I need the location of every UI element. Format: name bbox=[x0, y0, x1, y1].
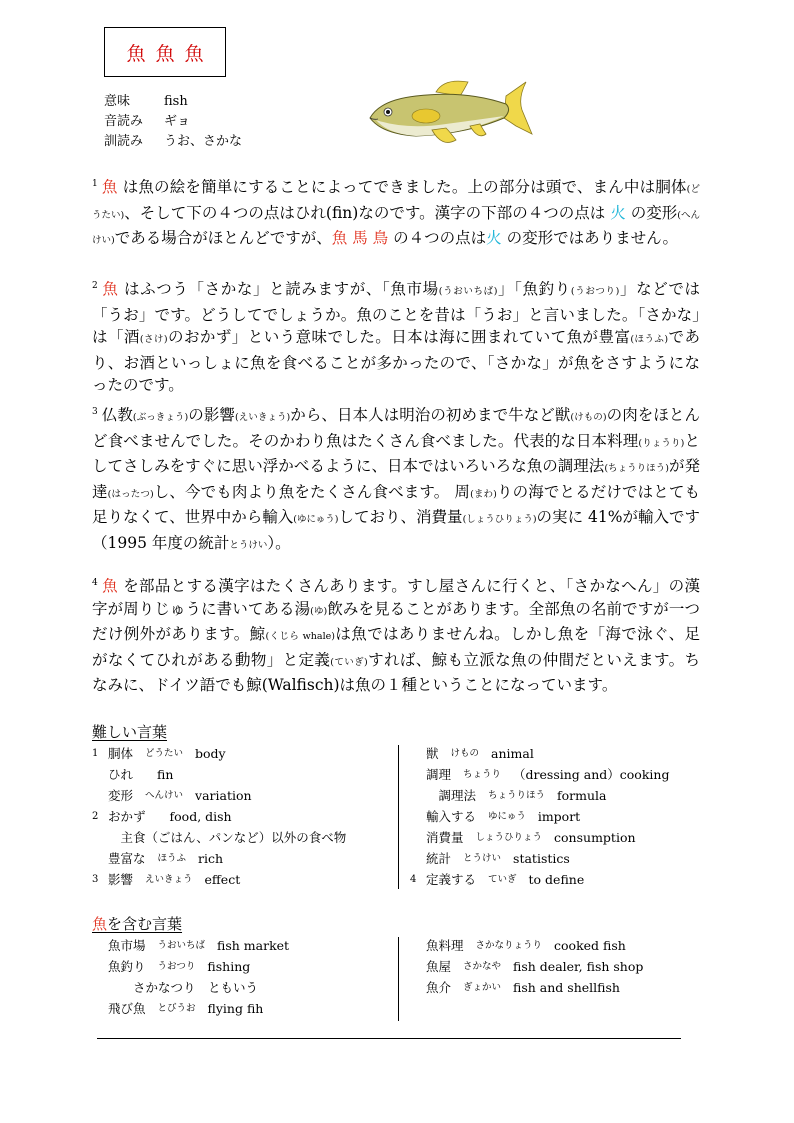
meaning: flying fih bbox=[207, 1001, 264, 1016]
meaning: fish market bbox=[217, 938, 290, 953]
text: の肉をほとんど食べませんでした。そのかわり魚はたくさん食べました。代表的な日本料理 bbox=[92, 406, 700, 450]
note-number bbox=[410, 806, 426, 827]
word: 獣 bbox=[426, 746, 439, 761]
text: の変形 bbox=[630, 203, 678, 222]
paragraph-1 bbox=[92, 173, 700, 253]
reading: (りょうり) bbox=[638, 437, 685, 449]
reading: うおいちば bbox=[157, 940, 206, 951]
fishwords-right-column bbox=[426, 935, 643, 998]
fishword-row bbox=[108, 956, 289, 977]
meaning: rich bbox=[198, 851, 224, 866]
vocab-heading bbox=[92, 721, 167, 742]
text: が発達 bbox=[92, 457, 700, 501]
meaning: statistics bbox=[513, 851, 570, 866]
fishword-row bbox=[426, 977, 643, 998]
word: 魚介 bbox=[426, 980, 452, 995]
meaning: fin bbox=[157, 767, 174, 782]
reading: (ゆ) bbox=[310, 605, 328, 617]
meaning: formula bbox=[557, 788, 607, 803]
kanji-title-box bbox=[104, 27, 226, 77]
column-divider bbox=[398, 937, 399, 1021]
text: 」などでは「うお」です。どうしてでしょうか。魚のことを昔は「うお」と言いました。「さかな」は「酒 bbox=[92, 280, 700, 347]
reading: (くじら whale) bbox=[265, 631, 335, 643]
vocab-heading-text: 難しい言葉 bbox=[92, 723, 168, 741]
reading: とうけい bbox=[229, 539, 268, 551]
info-row bbox=[104, 92, 242, 112]
info-key: 音読み bbox=[104, 114, 144, 129]
reading: (ぶっきょう) bbox=[132, 412, 189, 424]
text: の変形ではありません。 bbox=[506, 229, 678, 248]
highlight-kanji: 鳥 bbox=[372, 229, 389, 248]
reading: ゆにゅう bbox=[488, 811, 526, 822]
vocab-row bbox=[410, 785, 669, 806]
word: 変形 bbox=[108, 788, 134, 803]
paragraph-number: 2 bbox=[92, 281, 98, 291]
fishwords-heading bbox=[92, 913, 182, 934]
word: 魚屋 bbox=[426, 959, 452, 974]
reading: (ゆにゅう) bbox=[293, 514, 339, 526]
vocab-row bbox=[410, 827, 669, 848]
kanji-glyph-3: 魚 bbox=[184, 42, 204, 65]
meaning: variation bbox=[195, 788, 252, 803]
text: りの海でとるだけではとても足りなくて、世界中から輸入 bbox=[92, 482, 700, 527]
fishword-row bbox=[108, 977, 289, 998]
reading: どうたい bbox=[145, 748, 184, 759]
reading: (どうたい) bbox=[92, 184, 700, 221]
text: 、そして下の４つの点はひれ(fin)なのです。漢字の下部の４つの点は bbox=[124, 203, 606, 222]
reading: (へんけい) bbox=[92, 209, 700, 247]
info-row bbox=[104, 112, 242, 132]
note-number bbox=[92, 764, 108, 785]
text: 飲みを見ることがあります。全部魚の名前ですが一つだけ例外があります。鯨 bbox=[92, 599, 700, 644]
text: 仏教 bbox=[101, 406, 133, 425]
text: 」「魚釣り bbox=[497, 280, 571, 299]
reading: ちょうり bbox=[463, 769, 502, 780]
note-number bbox=[92, 848, 108, 869]
vocab-row bbox=[410, 764, 669, 785]
word: 豊富な bbox=[108, 851, 146, 866]
fishwords-heading-text: を含む言葉 bbox=[107, 915, 183, 933]
reading: ちょうりほう bbox=[488, 790, 546, 801]
paragraph-number: 1 bbox=[92, 179, 98, 189]
note-number bbox=[410, 827, 426, 848]
word: 魚市場 bbox=[108, 938, 146, 953]
word: おかず bbox=[108, 809, 146, 824]
word: 調理 bbox=[426, 767, 452, 782]
meaning: cooked fish bbox=[554, 938, 626, 953]
note-number: 2 bbox=[92, 811, 99, 822]
note-number bbox=[410, 743, 426, 764]
info-row bbox=[104, 132, 242, 152]
meaning: animal bbox=[491, 746, 534, 761]
vocab-row bbox=[92, 806, 370, 827]
text: のおかず」という意味でした。日本は海に囲まれていて魚が豊富 bbox=[167, 328, 631, 347]
vocab-row bbox=[410, 743, 669, 764]
reading: (けもの) bbox=[570, 412, 607, 424]
note-number: 4 bbox=[410, 874, 417, 885]
vocab-row bbox=[92, 827, 370, 848]
info-value: うお、さかな bbox=[164, 134, 243, 149]
text: ）。 bbox=[267, 533, 291, 552]
kanji-glyph-1: 魚 bbox=[126, 42, 146, 65]
word: 主食（ごはん、パンなど）以外の食べ物 bbox=[108, 830, 347, 845]
vocab-left-column bbox=[92, 743, 370, 890]
word: 統計 bbox=[426, 851, 452, 866]
reading: (ちょうりほう) bbox=[604, 463, 669, 475]
reading: とうけい bbox=[463, 853, 502, 864]
note-number bbox=[92, 827, 108, 848]
text: の実に 41%が輸入です（1995 年度の統計 bbox=[92, 508, 700, 552]
paragraph-4 bbox=[92, 572, 700, 697]
word: 魚釣り bbox=[108, 959, 146, 974]
word: 飛び魚 bbox=[108, 1001, 146, 1016]
paragraph-3 bbox=[92, 401, 700, 557]
reading: (まわ) bbox=[470, 488, 497, 500]
word: ひれ bbox=[108, 767, 134, 782]
word: 胴体 bbox=[108, 746, 134, 761]
fishwords-heading-kanji: 魚 bbox=[92, 915, 108, 933]
vocab-row bbox=[92, 764, 370, 785]
word: 影響 bbox=[108, 872, 134, 887]
word: 定義する bbox=[426, 872, 477, 887]
meaning: fish and shellfish bbox=[513, 980, 620, 995]
kanji-glyph-2: 魚 bbox=[155, 42, 175, 65]
reading: (うおいちば) bbox=[438, 286, 498, 298]
reading: (ていぎ) bbox=[330, 656, 368, 668]
text: しており、消費量 bbox=[338, 508, 463, 527]
meaning: import bbox=[537, 809, 581, 824]
note-number: 3 bbox=[92, 874, 99, 885]
vocab-row bbox=[410, 806, 669, 827]
meaning: to define bbox=[528, 872, 585, 887]
highlight-kanji: 魚 bbox=[101, 280, 119, 299]
meaning: （dressing and）cooking bbox=[513, 767, 670, 782]
kanji-info bbox=[104, 92, 242, 152]
paragraph-2 bbox=[92, 275, 700, 397]
reading: ぎょかい bbox=[463, 982, 502, 993]
text: は魚の絵を簡単にすることによってできました。上の部分は頭で、まん中は胴体 bbox=[122, 178, 687, 197]
word: 輸入する bbox=[426, 809, 477, 824]
vocab-row bbox=[410, 848, 669, 869]
meaning: consumption bbox=[554, 830, 636, 845]
text: はふつう「さかな」と読みますが、「魚市場 bbox=[124, 280, 439, 299]
text: の影響 bbox=[188, 406, 235, 425]
word: 調理法 bbox=[426, 788, 477, 803]
vocab-right-column bbox=[410, 743, 669, 890]
meaning: food, dish bbox=[169, 809, 232, 824]
reading: ていぎ bbox=[488, 874, 517, 885]
vocab-row bbox=[92, 848, 370, 869]
text: は魚ではありませんね。しかし魚を「海で泳ぐ、足がなくてひれがある動物」と定義 bbox=[92, 625, 700, 669]
fishword-row bbox=[108, 935, 289, 956]
fishword-row bbox=[108, 998, 289, 1019]
highlight-kanji: 魚 bbox=[101, 178, 118, 197]
highlight-kanji: 馬 bbox=[352, 229, 368, 248]
reading: (えいきょう) bbox=[234, 412, 291, 424]
footer-rule bbox=[97, 1038, 681, 1039]
text: である場合がほとんどですが、 bbox=[114, 229, 332, 248]
word: 消費量 bbox=[426, 830, 464, 845]
text: を部品とする漢字はたくさんあります。すし屋さんに行くと、「さかなへん」の漢字が周りじゅうに書いてある湯 bbox=[92, 577, 700, 618]
vocab-row bbox=[410, 869, 669, 890]
info-value: ギョ bbox=[164, 114, 191, 129]
meaning: fishing bbox=[207, 959, 251, 974]
reading: (さけ) bbox=[139, 334, 168, 346]
reading: さかなりょうり bbox=[475, 940, 543, 951]
vocab-row bbox=[92, 869, 370, 890]
note-number: 1 bbox=[92, 748, 99, 759]
info-key: 意味 bbox=[104, 94, 131, 109]
highlight-kanji: 魚 bbox=[331, 229, 348, 248]
highlight-kanji: 火 bbox=[486, 229, 502, 248]
fishword-row bbox=[426, 935, 643, 956]
meaning: body bbox=[195, 746, 226, 761]
text: し、今でも肉より魚をたくさん食べます。 周 bbox=[153, 482, 471, 501]
text: の４つの点は bbox=[393, 229, 487, 248]
reading: (はったつ) bbox=[107, 488, 154, 500]
paragraph-number: 4 bbox=[92, 578, 98, 588]
reading: しょうひりょう bbox=[475, 832, 543, 843]
reading: さかなや bbox=[463, 961, 502, 972]
paragraph-number: 3 bbox=[92, 407, 98, 417]
reading: けもの bbox=[450, 748, 480, 759]
reading: (うおつり) bbox=[570, 286, 620, 298]
highlight-kanji: 魚 bbox=[101, 577, 118, 596]
reading: ほうふ bbox=[157, 853, 187, 864]
text: から、日本人は明治の初めまで牛など獣 bbox=[290, 406, 571, 425]
text: であり、お酒といっしょに魚を食べることが多かったので、「さかな」が魚をさすようになったのです。 bbox=[92, 328, 700, 395]
info-key: 訓読み bbox=[104, 134, 144, 149]
reading: えいきょう bbox=[145, 874, 193, 885]
reading: へんけい bbox=[145, 790, 184, 801]
note-number bbox=[410, 785, 426, 806]
text: すれば、鯨も立派な魚の仲間だといえます。ちなみに、ドイツ語でも鯨(Walfisch)は魚の１種ということになっています。 bbox=[92, 650, 700, 695]
fish-illustration bbox=[366, 74, 536, 154]
note-number bbox=[92, 785, 108, 806]
meaning: fish dealer, fish shop bbox=[513, 959, 644, 974]
column-divider bbox=[398, 745, 399, 889]
word: 魚料理 bbox=[426, 938, 464, 953]
reading: とびうお bbox=[157, 1003, 196, 1014]
reading: うおつり bbox=[157, 961, 196, 972]
info-value: fish bbox=[164, 94, 188, 109]
meaning: effect bbox=[204, 872, 241, 887]
note-number bbox=[410, 764, 426, 785]
reading: (しょうひりょう) bbox=[462, 514, 537, 526]
fishwords-left-column bbox=[108, 935, 289, 1019]
reading: (ほうふ) bbox=[630, 334, 669, 346]
word: さかなつり ともいう bbox=[108, 980, 259, 995]
vocab-row bbox=[92, 785, 370, 806]
note-number bbox=[410, 848, 426, 869]
highlight-kanji: 火 bbox=[610, 203, 626, 222]
vocab-row bbox=[92, 743, 370, 764]
text: としてさしみをすぐに思い浮かべるように、日本ではいろいろな魚の調理法 bbox=[92, 431, 700, 476]
fishword-row bbox=[426, 956, 643, 977]
